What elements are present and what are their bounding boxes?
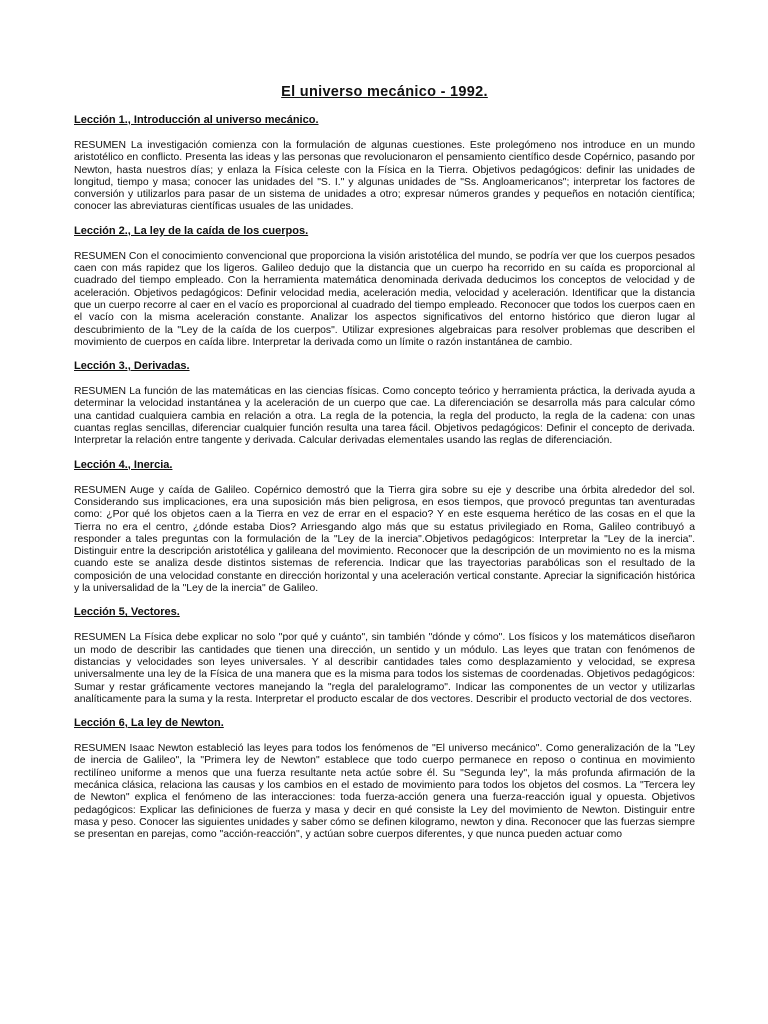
document-page	[74, 84, 695, 852]
lesson-4-summary: RESUMEN Auge y caída de Galileo. Copérnico demostró que la Tierra gira sobre su eje y describe una órbita alrededor del sol. Considerando sus implicaciones, era una suposición más bien peligrosa, en esos tiempos, que provocó preguntas tan aventuradas como: ¿Por qué los objetos caen a la Tierra en vez de errar en el espacio? Y en este esquema herético de las cosas en el que la Tierra no era el centro, ¿dónde estaba Dios? Arriesgando algo más que su estatus privilegiado en Roma, Galileo contribuyó a responder a tales preguntas con la formulación de la "Ley de la inercia".Objetivos pedagógicos: Interpretar la "Ley de la inercia". Distinguir entre la descripción aristotélica y galileana del movimiento. Reconocer que la descripción de un movimiento no es la misma cuando este se analiza desde distintos sistemas de referencia. Indicar que las trayectorias parabólicas son el resultado de la composición de una velocidad constante en dirección horizontal y una aceleración vertical constante. Apreciar la significación histórica y la universalidad de la "Ley de la inercia" de Galileo.	[74, 484, 695, 595]
lesson-5-heading: Lección 5, Vectores.	[74, 606, 180, 619]
lesson-3-summary: RESUMEN La función de las matemáticas en las ciencias físicas. Como concepto teórico y herramienta práctica, la derivada ayuda a determinar la velocidad instantánea y la aceleración de un cuerpo que cae. La diferenciación se desarrolla más para calcular cómo una cantidad cualquiera cambia en relación a otra. La regla de la potencia, la regla del producto, la regla de la cadena: con unas cuantas reglas sencillas, diferenciar cualquier función resulta una tarea fácil. Objetivos pedagógicos: Definir el concepto de derivada. Interpretar la relación entre tangente y derivada. Calcular derivadas elementales usando las reglas de diferenciación.	[74, 386, 695, 447]
lesson-6-summary: RESUMEN Isaac Newton estableció las leyes para todos los fenómenos de "El universo mecánico". Como generalización de la "Ley de inercia de Galileo", la "Primera ley de Newton" establece que todo cuerpo permanece en reposo o continua en movimiento rectilíneo uniforme a menos que una fuerza resultante neta actúe sobre él. Su "Segunda ley", la más profunda afirmación de la mecánica clásica, relaciona las causas y los cambios en el estado de movimiento para todos los objetos del cosmos. La "Tercera ley de Newton" explica el fenómeno de las interacciones: toda fuerza-acción genera una fuerza-reacción igual y opuesta. Objetivos pedagógicos: Explicar las definiciones de fuerza y masa y decir en qué consiste la Ley del movimiento de Newton. Distinguir entre masa y peso. Conocer las siguientes unidades y saber cómo se definen kilogramo, newton y dina. Reconocer que las fuerzas siempre se presentan en parejas, como "acción-reacción", y actúan sobre cuerpos diferentes, y que nunca pueden actuar como	[74, 743, 695, 841]
lesson-4-heading: Lección 4., Inercia.	[74, 458, 173, 471]
lesson-6-heading: Lección 6, La ley de Newton.	[74, 717, 224, 730]
lesson-2-summary: RESUMEN Con el conocimiento convencional que proporciona la visión aristotélica del mundo, se podría ver que los cuerpos pesados caen con más rapidez que los ligeros. Galileo dedujo que la distancia que un cuerpo ha recorrido en su caída es proporcional al cuadrado del tiempo empleado. Con la herramienta matemática denominada derivada deducimos los conceptos de velocidad y de aceleración. Objetivos pedagógicos: Definir velocidad media, aceleración media, velocidad y aceleración. Identificar que la distancia que un cuerpo recorre al caer en el vacío es proporcional al cuadrado del tiempo empleado. Reconocer que todos los cuerpos caen en el vacío con la misma aceleración constante. Analizar los aspectos significativos del entorno histórico que dieron lugar al descubrimiento de la "Ley de la caída de los cuerpos". Utilizar expresiones algebraicas para resolver problemas que describen el movimiento de cuerpos en caída libre. Interpretar la derivada como un límite o razón instantánea de cambio.	[74, 250, 695, 348]
lesson-1-summary: RESUMEN La investigación comienza con la formulación de algunas cuestiones. Este prolegómeno nos introduce en un mundo aristotélico en conflicto. Presenta las ideas y las personas que revolucionaron el pensamiento científico desde Copérnico, pasando por Newton, hasta nuestros días; y enlaza la Física celeste con la Física en la Tierra. Objetivos pedagógicos: definir las unidades de longitud, tiempo y masa; conocer las unidades del "S. I." y algunas unidades de "Ss. Angloamericanos"; interpretar los factores de conversión y utilizarlos para pasar de un sistema de unidades a otro; expresar números grandes y pequeños en notación científica; conocer las abreviaturas científicas usuales de las unidades.	[74, 140, 695, 213]
document-title: El universo mecánico - 1992.	[281, 84, 488, 100]
lesson-3-heading: Lección 3., Derivadas.	[74, 360, 190, 373]
lesson-2-heading: Lección 2., La ley de la caída de los cuerpos.	[74, 224, 309, 237]
lesson-1-heading: Lección 1., Introducción al universo mecánico.	[74, 114, 319, 126]
lesson-5-summary: RESUMEN La Física debe explicar no solo "por qué y cuánto", sin también "dónde y cómo". Los físicos y los matemáticos diseñaron un modo de describir las cantidades que tienen una dirección, un sentido y un módulo. Las leyes que tratan con fenómenos de distancias y velocidades son leyes universales. Y al describir cantidades tales como desplazamiento y velocidad, se expresa universalmente una ley de la Física de una manera que es la misma para todos los sistemas de coordenadas. Objetivos pedagógicos: Sumar y restar gráficamente vectores manejando la "regla del paralelogramo". Indicar las componentes de un vector y utilizarlas analíticamente para la suma y la resta. Interpretar el producto escalar de dos vectores. Describir el producto vectorial de dos vectores.	[74, 632, 695, 705]
